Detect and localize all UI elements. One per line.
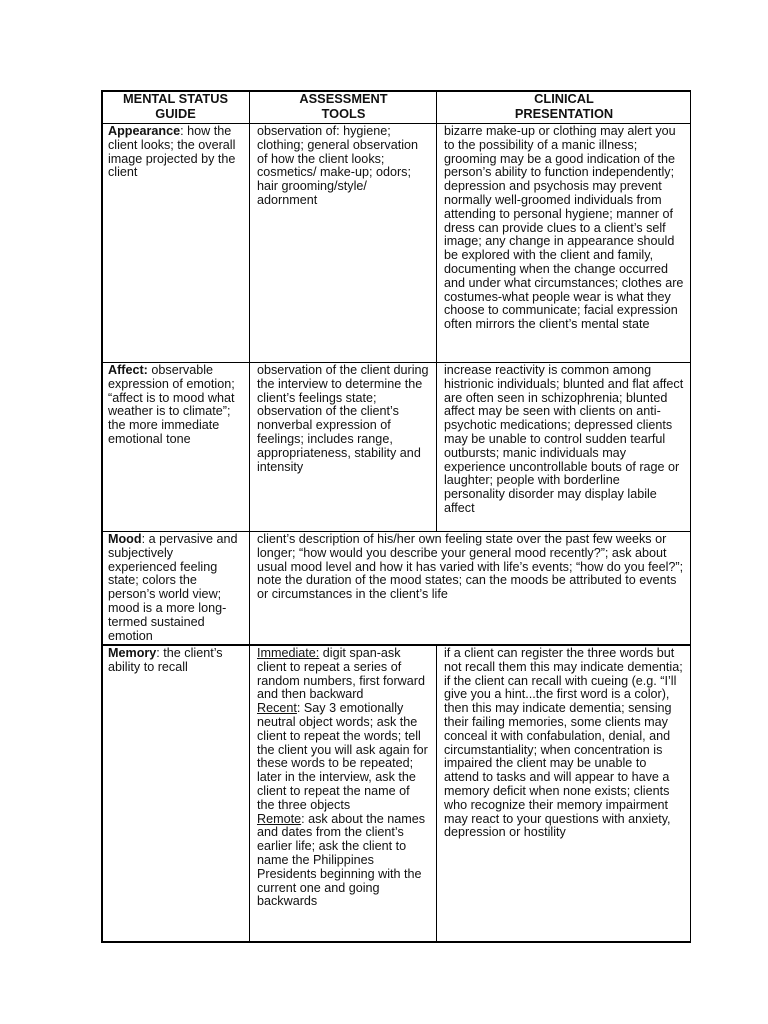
mood-guide-cell [101, 532, 249, 644]
affect-tools-cell [250, 363, 436, 531]
header-col2-line2: TOOLS [321, 106, 366, 121]
header-assessment-tools [250, 90, 436, 123]
affect-guide-text: observable expression of emotion; “affect is to mood what weather is to climate”; the more immediate emotional tone [108, 363, 235, 446]
memory-term: Memory [108, 646, 157, 660]
appearance-tools-cell [250, 124, 436, 362]
table-border-bottom [101, 941, 691, 943]
header-col2-line1: ASSESSMENT [299, 91, 388, 106]
mood-guide-text: : a pervasive and subjectively experienced feeling state; colors the person’s world view; mood is a more long-termed sustained emotion [108, 532, 238, 643]
memory-remote-label: Remote [257, 811, 302, 826]
memory-immediate-text: digit span-ask client to repeat a series of random numbers, first forward and then backward [257, 646, 425, 702]
mood-term: Mood [108, 532, 142, 546]
mood-tools-cell [250, 532, 690, 644]
memory-tools-cell [250, 646, 436, 941]
memory-immediate-label: Immediate: [257, 646, 320, 660]
memory-remote-text: : ask about the names and dates from the client’s earlier life; ask the client to name the Philippines Presidents beginning with the current one and going backwards [257, 811, 426, 909]
header-col3-line2: PRESENTATION [514, 106, 614, 121]
appearance-term: Appearance [108, 124, 181, 138]
appearance-guide-cell [101, 124, 249, 362]
affect-guide-cell [101, 363, 249, 531]
affect-clinical-cell [437, 363, 690, 531]
affect-clinical-text: increase reactivity is common among histrionic individuals; blunted and flat affect are often seen in schizophrenia; blunted affect may be seen with clients on anti-psychotic medications; depressed clients may be unable to control sudden tearful outbursts; manic individuals may experience uncontrollable bouts of rage or laughter; people with borderline personality disorder may display labile affect [444, 363, 684, 515]
header-col1-line2: GUIDE [155, 106, 196, 121]
mood-tools-text: client’s description of his/her own feeling state over the past few weeks or longer; “how would you describe your general mood recently?”; ask about usual mood level and how it has varied with life’s events; “how do you feel?”; note the duration of the mood states; can the moods be attributed to events or circumstances in the client’s life [257, 532, 684, 602]
memory-recent-label: Recent [257, 701, 297, 716]
header-col1-line1: MENTAL STATUS [123, 91, 228, 106]
memory-guide-text: : the client’s ability to recall [108, 646, 223, 674]
affect-tools-text: observation of the client during the interview to determine the client’s feelings state; observation of the client’s nonverbal expression of feelings; includes range, appropriateness, stability and intensity [257, 363, 429, 474]
memory-guide-cell [101, 646, 249, 941]
affect-term: Affect: [108, 363, 148, 377]
memory-recent-text: : Say 3 emotionally neutral object words; ask the client to repeat the words; tell the client you will ask again for these words to be repeated; later in the interview, ask the client to repeat the name of the three objects [257, 701, 428, 812]
header-col3-line1: CLINICAL [534, 91, 594, 106]
appearance-clinical-text: bizarre make-up or clothing may alert you to the possibility of a manic illness; grooming may be a good indication of the person’s ability to function independently; depression and psychosis may prevent normally well-groomed individuals from attending to personal hygiene; manner of dress can provide clues to a client’s self image; any change in appearance should be explored with the client and family, documenting when the change occurred and under what circumstances; clothes are costumes-what people wear is what they choose to communicate; facial expression often mirrors the client’s mental state [444, 124, 684, 332]
header-mental-status-guide [101, 90, 249, 123]
appearance-guide-text: : how the client looks; the overall image projected by the client [108, 124, 236, 180]
memory-clinical-cell [437, 646, 690, 941]
mental-status-table [101, 90, 691, 943]
memory-clinical-text: if a client can register the three words but not recall them this may indicate dementia; if the client can recall with cueing (e.g. “I’ll give you a hint...the first word is a color), then this may indicate dementia; sensing their failing memories, some clients may conceal it with confabulation, denial, and circumstantiality; when concentration is impaired the client may be unable to attend to tasks and will appear to have a memory deficit when none exists; clients who recognize their memory impairment may react to your questions with anxiety, depression or hostility [444, 646, 683, 840]
appearance-tools-text: observation of: hygiene; clothing; general observation of how the client looks; cosmetics/ make-up; odors; hair grooming/style/ adornment [257, 124, 419, 207]
header-clinical-presentation [437, 90, 690, 123]
appearance-clinical-cell [437, 124, 690, 362]
